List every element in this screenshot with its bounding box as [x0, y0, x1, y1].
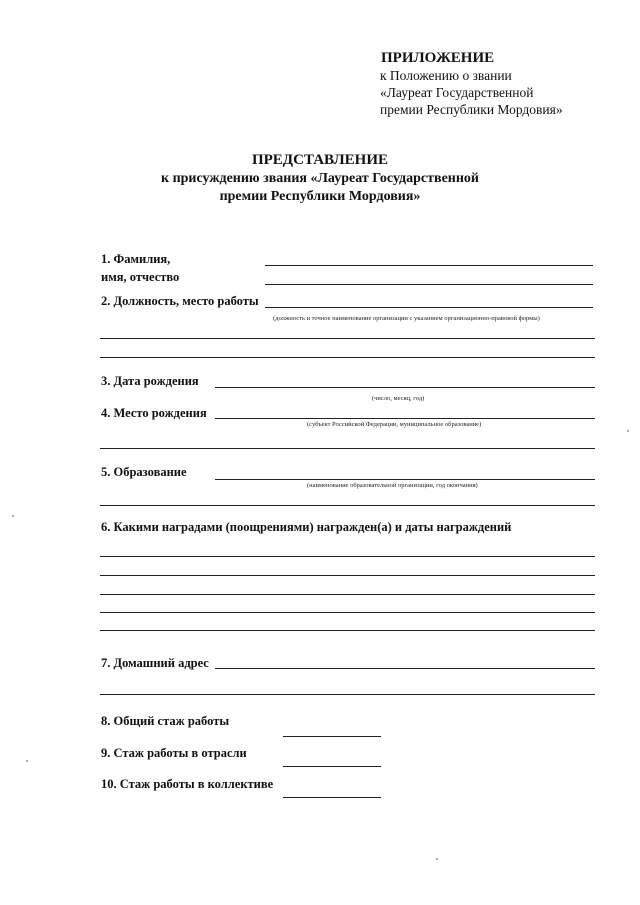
field-3-hint: (число, месяц, год) [372, 395, 425, 402]
field-1-label-line-1: 1. Фамилия, [101, 252, 171, 266]
field-9-label: 9. Стаж работы в отрасли [101, 746, 247, 760]
appendix-line-3: премии Республики Мордовия» [380, 102, 563, 117]
field-5-hint: (наименование образовательной организации, год окончания) [307, 482, 478, 489]
field-5-input-line-2[interactable] [100, 505, 595, 506]
field-4-label: 4. Место рождения [101, 406, 207, 420]
field-1-input-line-1[interactable] [265, 265, 593, 266]
field-7-label: 7. Домашний адрес [101, 656, 209, 670]
document-subtitle-2: премии Республики Мордовия» [219, 189, 421, 204]
field-8-label: 8. Общий стаж работы [101, 714, 230, 728]
field-6-input-line-3[interactable] [100, 594, 595, 595]
appendix-line-2: «Лауреат Государственной [380, 85, 534, 100]
appendix-title: ПРИЛОЖЕНИЕ [381, 50, 495, 66]
field-4-input-line-1[interactable] [215, 418, 595, 419]
field-1-input-line-2[interactable] [265, 284, 593, 285]
field-3-label: 3. Дата рождения [101, 374, 199, 388]
field-3-input-line[interactable] [215, 387, 595, 388]
field-10-label: 10. Стаж работы в коллективе [101, 777, 274, 791]
field-5-input-line-1[interactable] [215, 479, 595, 480]
scan-speck [436, 858, 438, 860]
scan-speck [12, 515, 14, 517]
scan-speck [26, 760, 28, 762]
field-8-input-line[interactable] [283, 736, 381, 737]
document-subtitle-1: к присуждению звания «Лауреат Государственной [161, 171, 479, 186]
field-4-hint: (субъект Российской Федерации, муниципальное образование) [307, 421, 482, 428]
field-2-hint: (должность и точное наименование организации с указанием организационно-правовой формы) [273, 315, 540, 322]
appendix-line-1: к Положению о звании [380, 68, 512, 83]
field-2-label: 2. Должность, место работы [101, 294, 259, 308]
field-2-input-line-1[interactable] [265, 307, 593, 308]
field-7-input-line-1[interactable] [215, 668, 595, 669]
field-4-input-line-2[interactable] [100, 448, 595, 449]
field-6-input-line-2[interactable] [100, 575, 595, 576]
field-10-input-line[interactable] [283, 797, 381, 798]
field-2-input-line-2[interactable] [100, 338, 595, 339]
document-title: ПРЕДСТАВЛЕНИЕ [251, 152, 389, 168]
field-6-label: 6. Какими наградами (поощрениями) награжден(а) и даты награждений [101, 520, 512, 534]
field-2-input-line-3[interactable] [100, 357, 595, 358]
field-7-input-line-2[interactable] [100, 694, 595, 695]
field-6-input-line-4[interactable] [100, 612, 595, 613]
field-6-input-line-1[interactable] [100, 556, 595, 557]
field-1-label-line-2: имя, отчество [101, 270, 180, 284]
scan-speck [627, 430, 629, 432]
field-9-input-line[interactable] [283, 766, 381, 767]
field-6-input-line-5[interactable] [100, 630, 595, 631]
field-5-label: 5. Образование [101, 465, 187, 479]
